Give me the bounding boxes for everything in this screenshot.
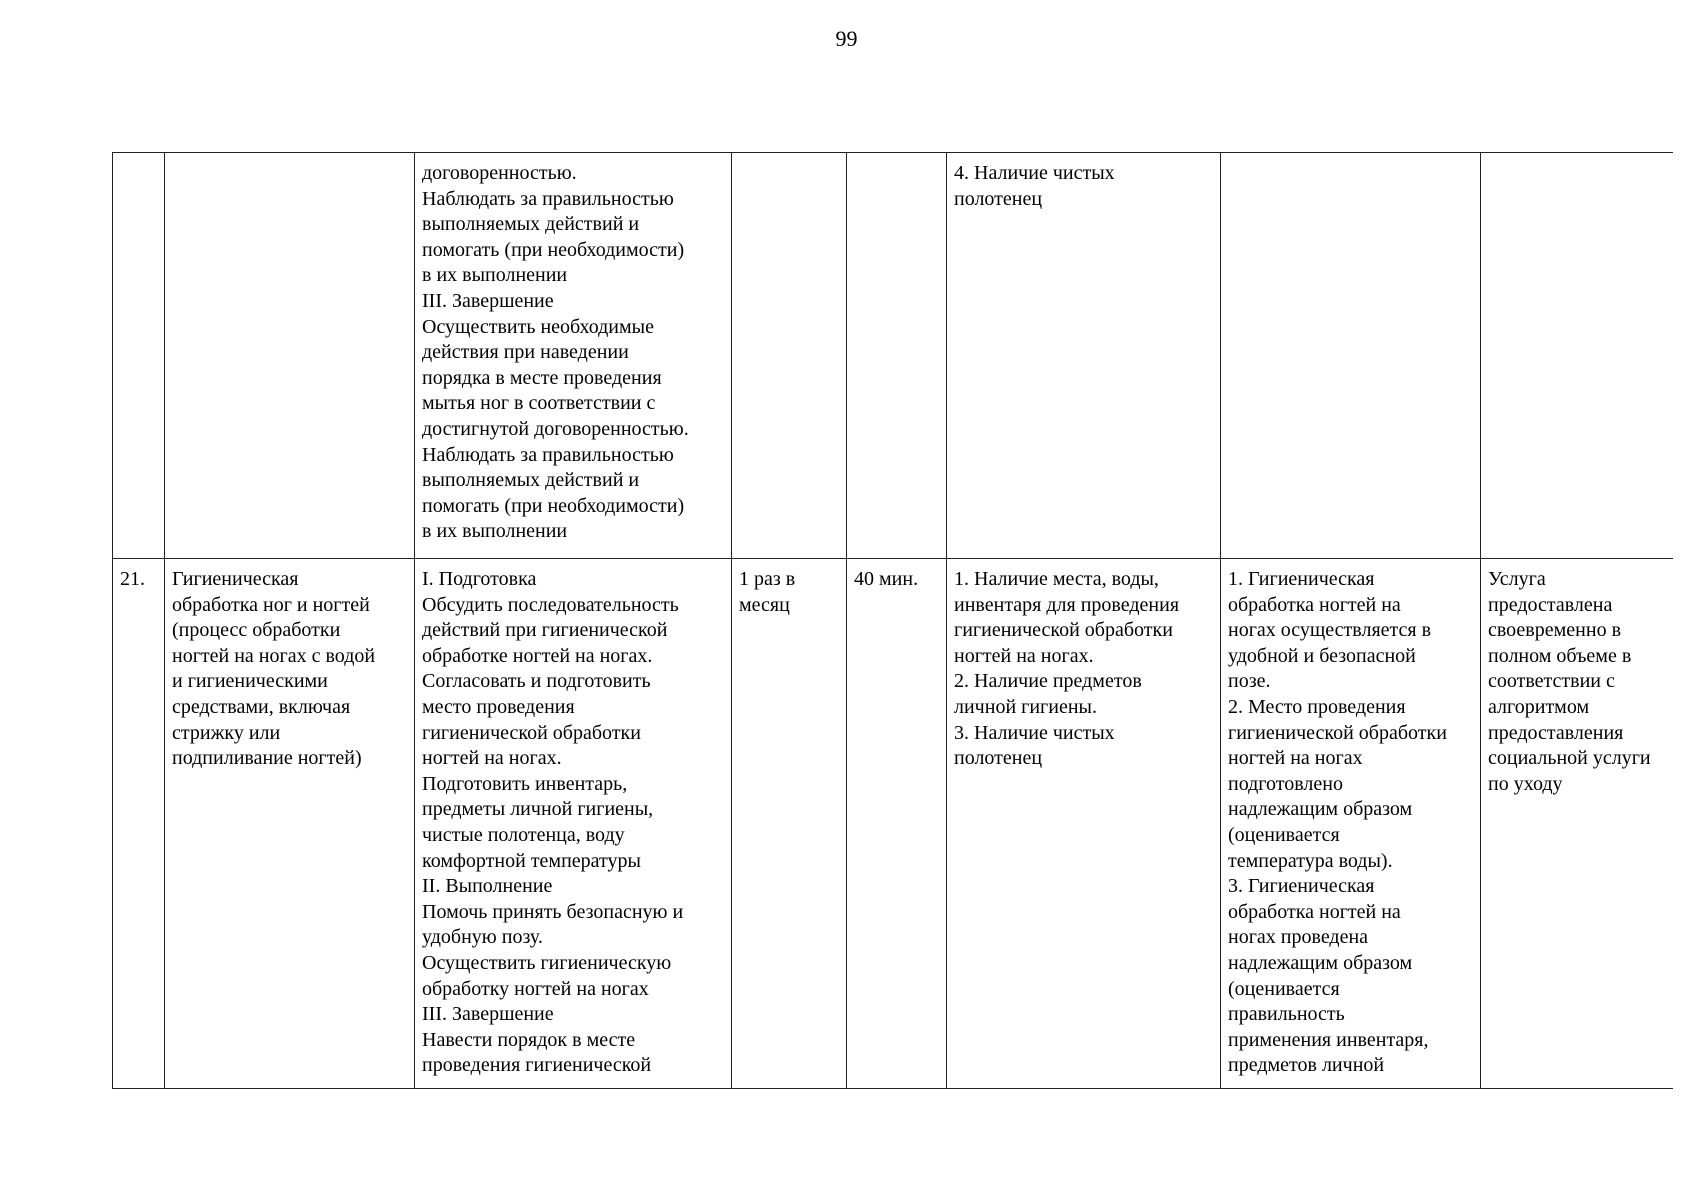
text-line: 1 раз в: [739, 568, 796, 590]
text-line: (оценивается: [1228, 977, 1340, 1000]
text-line: в их выполнении: [422, 520, 568, 543]
text-line: Услуга: [1488, 568, 1546, 590]
text-line: 1. Наличие места, воды,: [954, 568, 1159, 590]
text-line: Согласовать и подготовить: [422, 670, 651, 693]
text-line: обработка ногтей на: [1228, 900, 1401, 923]
text-line: по уходу: [1488, 772, 1563, 795]
text-line: обработке ногтей на ногах.: [422, 644, 653, 667]
text-line: выполняемых действий и: [422, 469, 640, 492]
text-line: ногтей на ногах.: [422, 747, 562, 770]
text-line: предметов личной: [1228, 1054, 1385, 1077]
text-line: Помочь принять безопасную и: [422, 900, 684, 923]
text-line: II. Выполнение: [422, 875, 553, 898]
text-line: подпиливание ногтей): [172, 747, 362, 770]
text-line: ногтей на ногах.: [954, 644, 1094, 667]
text-line: 1. Гигиеническая: [1228, 568, 1375, 590]
text-line: Гигиеническая: [172, 568, 299, 590]
text-line: месяц: [739, 593, 790, 616]
text-line: 3. Гигиеническая: [1228, 875, 1375, 898]
cell-conditions: [947, 153, 1221, 559]
cell-quality-indicators: [1221, 559, 1481, 1089]
text-line: ногтей на ногах: [1228, 747, 1363, 770]
text-line: алгоритмом: [1488, 695, 1590, 718]
cell-procedure: [415, 559, 732, 1089]
text-line: III. Завершение: [422, 289, 554, 312]
text-line: в их выполнении: [422, 264, 568, 287]
text-line: гигиенической обработки: [954, 619, 1173, 642]
text-line: применения инвентаря,: [1228, 1028, 1429, 1051]
text-line: Наблюдать за правильностью: [422, 443, 674, 466]
text-line: Осуществить необходимые: [422, 315, 654, 338]
text-line: обработка ногтей на: [1228, 593, 1401, 616]
text-line: личной гигиены.: [954, 695, 1097, 718]
text-line: ногах осуществляется в: [1228, 619, 1432, 642]
text-line: Наблюдать за правильностью: [422, 187, 674, 210]
text-line: полном объеме в: [1488, 644, 1632, 667]
text-line: помогать (при необходимости): [422, 238, 685, 261]
text-line: 4. Наличие чистых: [954, 162, 1115, 184]
text-line: предоставлена: [1488, 593, 1613, 616]
text-line: 40 мин.: [854, 568, 919, 590]
cell-frequency: [732, 153, 847, 559]
text-line: порядка в месте проведения: [422, 366, 662, 389]
text-line: позе.: [1228, 670, 1271, 693]
text-line: договоренностью.: [422, 162, 577, 184]
text-line: гигиенической обработки: [1228, 721, 1447, 744]
cell-frequency: [732, 559, 847, 1089]
text-line: выполняемых действий и: [422, 213, 640, 236]
cell-duration: [847, 559, 947, 1089]
text-line: Подготовить инвентарь,: [422, 772, 628, 795]
cell-service-name: [165, 153, 415, 559]
text-line: I. Подготовка: [422, 568, 537, 590]
text-line: действий при гигиенической: [422, 619, 668, 642]
text-line: обработку ногтей на ногах: [422, 977, 649, 1000]
text-line: действия при наведении: [422, 341, 629, 364]
text-line: своевременно в: [1488, 619, 1622, 642]
cell-number: 21.: [113, 559, 165, 1089]
text-line: правильность: [1228, 1003, 1345, 1026]
text-line: обработка ног и ногтей: [172, 593, 370, 616]
page-number: 99: [835, 26, 858, 51]
table-row: [113, 559, 1673, 1089]
text-line: социальной услуги: [1488, 747, 1651, 770]
text-line: предоставления: [1488, 721, 1624, 744]
text-line: гигиенической обработки: [422, 721, 641, 744]
text-line: комфортной температуры: [422, 849, 641, 872]
cell-procedure: [415, 153, 732, 559]
text-line: 3. Наличие чистых: [954, 721, 1115, 744]
text-line: и гигиеническими: [172, 670, 328, 693]
cell-result: [1481, 559, 1673, 1089]
text-line: достигнутой договоренностью.: [422, 417, 689, 440]
text-line: ногтей на ногах с водой: [172, 644, 376, 667]
text-line: температура воды).: [1228, 849, 1393, 872]
text-line: проведения гигиенической: [422, 1054, 652, 1077]
text-line: полотенец: [954, 747, 1043, 770]
cell-conditions: [947, 559, 1221, 1089]
text-line: удобной и безопасной: [1228, 644, 1416, 667]
text-line: Осуществить гигиеническую: [422, 951, 672, 974]
text-line: III. Завершение: [422, 1003, 554, 1026]
text-line: предметы личной гигиены,: [422, 798, 654, 821]
text-line: полотенец: [954, 187, 1043, 210]
text-line: соответствии с: [1488, 670, 1615, 693]
table-row: [113, 153, 1673, 559]
text-line: 2. Наличие предметов: [954, 670, 1142, 693]
text-line: (оценивается: [1228, 823, 1340, 846]
services-table: [112, 152, 1673, 1089]
text-line: надлежащим образом: [1228, 951, 1413, 974]
text-line: средствами, включая: [172, 695, 351, 718]
text-line: стрижку или: [172, 721, 281, 744]
text-line: Навести порядок в месте: [422, 1028, 636, 1051]
text-line: ногах проведена: [1228, 926, 1369, 949]
text-line: инвентаря для проведения: [954, 593, 1180, 616]
cell-quality-indicators: [1221, 153, 1481, 559]
text-line: мытья ног в соответствии с: [422, 392, 656, 415]
text-line: помогать (при необходимости): [422, 494, 685, 517]
text-line: подготовлено: [1228, 772, 1343, 795]
cell-result: [1481, 153, 1673, 559]
text-line: удобную позу.: [422, 926, 543, 949]
text-line: место проведения: [422, 695, 575, 718]
cell-duration: [847, 153, 947, 559]
text-line: 2. Место проведения: [1228, 695, 1406, 718]
text-line: чистые полотенца, воду: [422, 823, 625, 846]
cell-service-name: [165, 559, 415, 1089]
text-line: надлежащим образом: [1228, 798, 1413, 821]
text-line: Обсудить последовательность: [422, 593, 679, 616]
cell-number: [113, 153, 165, 559]
text-line: (процесс обработки: [172, 619, 341, 642]
